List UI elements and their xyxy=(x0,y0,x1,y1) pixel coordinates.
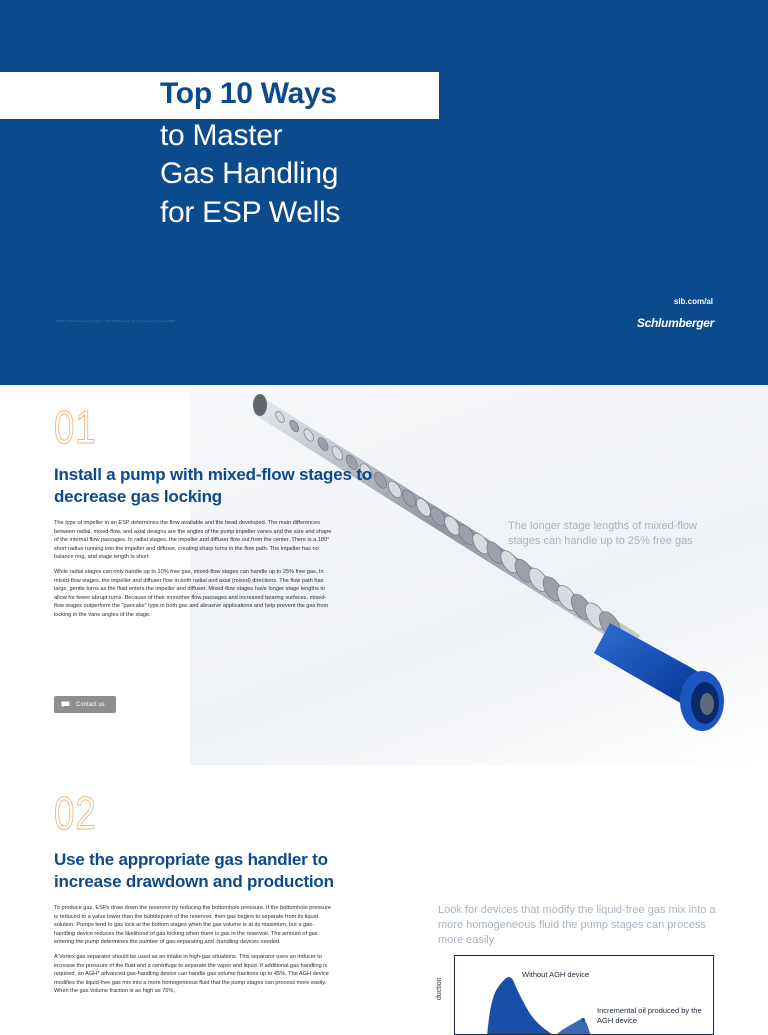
cover-title: Top 10 Ways xyxy=(160,77,337,110)
brand-logo: Schlumberger xyxy=(636,316,714,330)
cover-subtitle-line-2: Gas Handling xyxy=(160,157,339,190)
section-1-paragraph-2: While radial stages can only handle up to 10% free gas, mixed-flow stages can handle up to 25% free gas. In mixed-flow stages, the impeller and diffuser flow in both radial and axial (mixed) directions. The flow path has large, gentle turns as the fluid enters the impeller and diffuser. Mixed-flow stages have longer stage lengths to allow for fewer abrupt turns. Because of their smoother flow passages and increased bearing surfaces, mixed-flow stages outperform the "pancake" type in both gas and abrasive applications and help prevent the gas from locking in the vane angles of the stage. xyxy=(54,568,329,618)
section-1-number: 01 xyxy=(54,401,97,453)
speech-bubble-icon xyxy=(61,701,70,708)
section-2-caption: Look for devices that modify the liquid-free gas mix into a more homogeneous fluid the pump stages can process more easily xyxy=(438,904,716,946)
copyright-fine-print: *Mark of Schlumberger Copyright © 2019 Schlumberger. All rights reserved. 19-AL-00000 xyxy=(56,319,175,323)
section-1-heading: Install a pump with mixed-flow stages to decrease gas locking xyxy=(54,465,372,506)
chart-y-axis-label: duction xyxy=(436,977,443,1000)
site-url-link[interactable]: slb.com/al xyxy=(673,297,713,306)
section-2-body xyxy=(54,904,332,1002)
section-1-caption: The longer stage lengths of mixed-flow stages can handle up to 25% free gas xyxy=(508,520,697,547)
section-2-paragraph-2: A Vortex gas separator should be used as an intake in high-gas situations. This separator uses an inducer to increase the pressure of the fluid and a centrifuge to separate the vapor and liquid. If additional gas handling is required, an AGH* advanced gas-handling device can handle gas volume fractions up to 45%. The AGH device modifies the liquid-free gas mix into a more homogeneous fluid that the pump stages can process more easily. When the gas volume fraction is as high as 75%, xyxy=(54,953,329,995)
cover-subtitle-line-3: for ESP Wells xyxy=(160,196,341,229)
contact-us-button[interactable] xyxy=(54,696,116,713)
chart-series-without-agh xyxy=(487,977,555,1035)
cover-subtitle-line-1: to Master xyxy=(160,119,283,152)
chart-marker xyxy=(581,1018,585,1022)
chart-label-incremental-oil: Incremental oil produced by the AGH device xyxy=(597,1006,702,1025)
agh-production-chart xyxy=(454,955,714,1035)
section-2-paragraph-1: To produce gas, ESPs draw down the reservoir by reducing the bottomhole pressure. If the bottomhole pressure is reduced to a value lower than the bubblepoint of the reservoir, then gas begins to separate from its liquid solution. Pumps tend to gas lock at the bottom stages when the gas volume is at its maximum, but a gas-handling device reduces the likelihood of gas locking when there is gas in the reservoir. The amount of gas entering the pump determines the number of gas-separating and -handling devices needed. xyxy=(54,905,332,946)
section-2-heading: Use the appropriate gas handler to increase drawdown and production xyxy=(54,850,334,891)
contact-us-label: Contact us xyxy=(76,701,105,708)
section-1-paragraph-1: The type of impeller in an ESP determines the flow available and the head developed. The main differences between radial, mixed-flow, and axial designs are the angles of the pump impeller vanes and the size and shape of the internal flow passages. In radial stages, the impeller and diffuser flow out from the center. There is a 180° short radius running into the impeller and diffuser, creating sharp turns in the flow path. The impeller has no balance ring, and stage length is short. xyxy=(54,520,332,561)
section-1-body xyxy=(54,519,332,626)
section-2-number: 02 xyxy=(54,787,97,839)
chart-series-incremental-oil xyxy=(555,1019,591,1035)
chart-label-without-agh: Without AGH device xyxy=(522,970,590,979)
